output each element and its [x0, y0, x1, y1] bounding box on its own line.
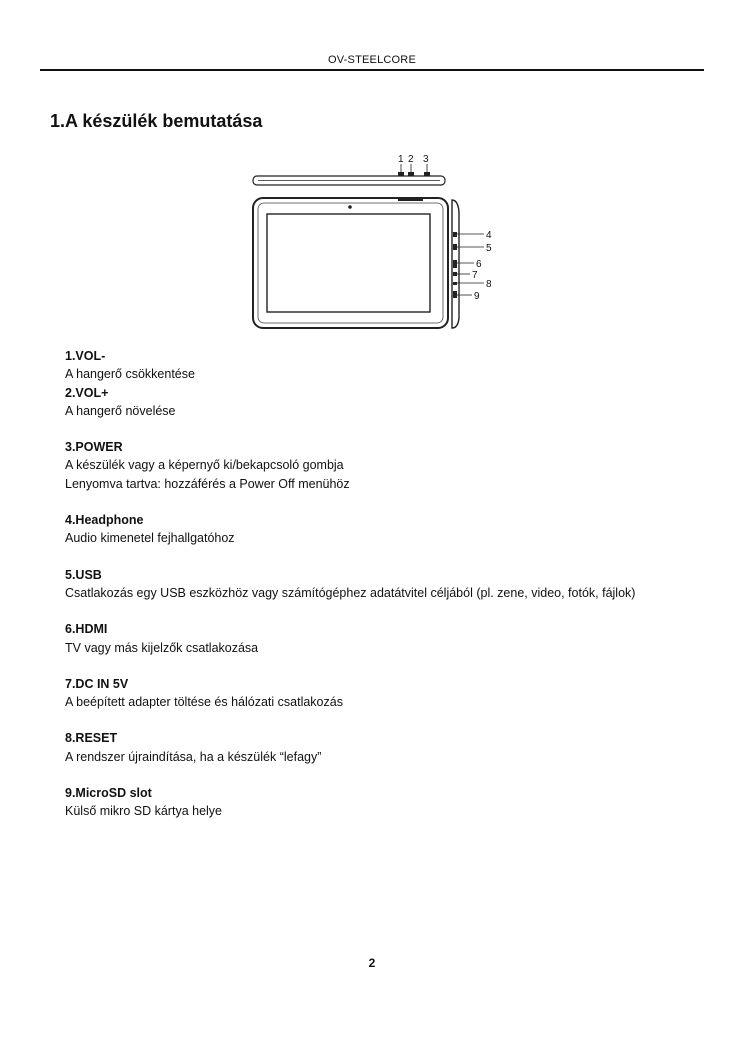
callout-3: 3	[423, 154, 429, 165]
feature-description: A készülék vagy a képernyő ki/bekapcsoló gombja	[65, 458, 344, 473]
tablet-front-view	[253, 198, 448, 328]
page-header: OV-STEELCORE	[328, 54, 416, 66]
feature-title: 3.POWER	[65, 440, 123, 455]
feature-description: Audio kimenetel fejhallgatóhoz	[65, 531, 235, 546]
callout-8: 8	[486, 279, 492, 290]
feature-vol-minus	[65, 347, 715, 384]
callout-4: 4	[486, 230, 492, 241]
headphone-port	[453, 232, 457, 237]
tablet-diagram	[248, 150, 498, 335]
feature-title: 6.HDMI	[65, 622, 108, 637]
feature-title: 1.VOL-	[65, 349, 106, 363]
feature-title: 4.Headphone	[65, 513, 144, 528]
feature-description: Lenyomva tartva: hozzáférés a Power Off menühöz	[65, 476, 350, 491]
feature-description: A rendszer újraindítása, ha a készülék “lefagy”	[65, 749, 322, 764]
feature-description: Külső mikro SD kártya helye	[65, 804, 223, 819]
tablet-screen	[267, 214, 430, 312]
feature-description: A beépített adapter töltése és hálózati csatlakozás	[65, 695, 343, 710]
feature-headphone	[65, 511, 715, 548]
tablet-top-view	[253, 172, 445, 185]
feature-description: A hangerő növelése	[65, 403, 176, 418]
feature-title: 5.USB	[65, 567, 102, 582]
feature-vol-plus	[65, 384, 715, 421]
feature-usb	[65, 566, 715, 603]
tablet-side-view	[452, 200, 459, 328]
feature-title: 9.MicroSD slot	[65, 786, 152, 801]
camera-icon	[348, 205, 352, 209]
feature-microsd	[65, 784, 715, 821]
feature-description: Csatlakozás egy USB eszközhöz vagy számítógéphez adatátvitel céljából (pl. zene, video, fotók, fájlok)	[65, 585, 636, 600]
callout-1: 1	[398, 154, 404, 165]
feature-power	[65, 438, 715, 493]
feature-reset	[65, 729, 715, 766]
callout-6: 6	[476, 259, 482, 270]
callout-9: 9	[474, 291, 480, 302]
vol-plus-key	[408, 172, 414, 176]
header-divider	[40, 69, 704, 71]
reset-hole	[453, 282, 457, 285]
microsd-slot	[453, 291, 457, 298]
feature-title: 7.DC IN 5V	[65, 676, 129, 691]
feature-hdmi	[65, 620, 715, 657]
callout-2: 2	[408, 154, 414, 165]
callout-7: 7	[472, 270, 478, 281]
vol-minus-key	[398, 172, 404, 176]
section-title: 1.A készülék bemutatása	[50, 111, 263, 131]
feature-title: 2.VOL+	[65, 385, 109, 400]
feature-description: A hangerő csökkentése	[65, 367, 195, 382]
callout-5: 5	[486, 243, 492, 254]
feature-title: 8.RESET	[65, 731, 118, 746]
usb-port	[453, 244, 457, 250]
feature-dc-in	[65, 675, 715, 712]
feature-description: TV vagy más kijelzők csatlakozása	[65, 640, 259, 655]
page-number: 2	[368, 956, 376, 970]
hdmi-port	[453, 260, 457, 268]
dc-in-port	[453, 272, 457, 276]
feature-list	[65, 347, 715, 839]
power-key	[424, 172, 430, 176]
